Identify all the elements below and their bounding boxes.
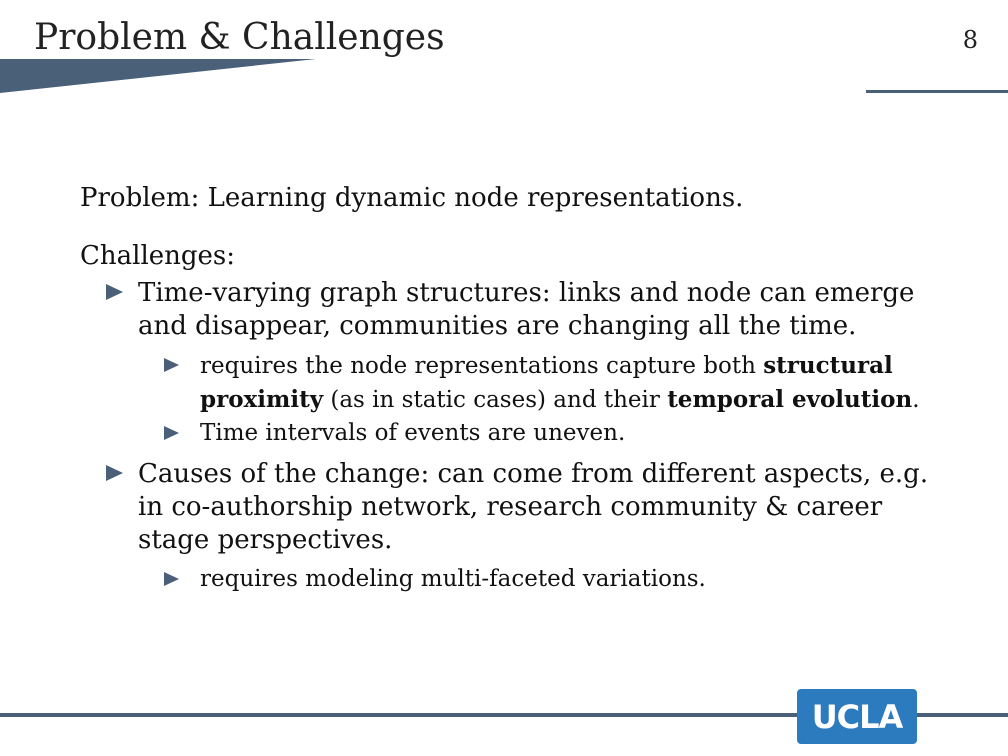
triangle-bullet-icon xyxy=(164,358,179,372)
triangle-bullet-icon xyxy=(164,426,179,440)
list-item-text: Causes of the change: can come from different aspects, e.g. in co-authorship network, research community & career stage perspectives. xyxy=(138,459,929,555)
sub-list xyxy=(138,563,960,596)
triangle-bullet-icon xyxy=(106,465,123,481)
sub-list-item xyxy=(138,417,960,450)
bold-term: structural proximity xyxy=(200,352,893,413)
problem-statement: Problem: Learning dynamic node representations. xyxy=(80,183,744,213)
triangle-bullet-icon xyxy=(106,284,123,300)
sub-item-text: . xyxy=(912,387,920,413)
sub-list-item xyxy=(138,349,960,417)
slide-body xyxy=(80,182,960,604)
triangle-bullet-icon xyxy=(164,572,179,586)
slide-title: Problem & Challenges xyxy=(34,17,445,58)
page-number: 8 xyxy=(962,26,978,54)
sub-item-text: Time intervals of events are uneven. xyxy=(200,420,626,446)
sub-list xyxy=(138,349,960,450)
sub-item-text: (as in static cases) and their xyxy=(323,387,668,413)
ucla-logo: UCLA xyxy=(797,689,917,744)
list-item-text: Time-varying graph structures: links and node can emerge and disappear, communities are changing all the time. xyxy=(138,278,915,341)
sub-item-text: requires the node representations capture both xyxy=(200,353,764,379)
challenges-list xyxy=(80,277,960,596)
sub-item-text: requires modeling multi-faceted variations. xyxy=(200,566,706,592)
list-item xyxy=(80,277,960,450)
list-item xyxy=(80,458,960,596)
challenges-heading: Challenges: xyxy=(80,241,236,271)
sub-list-item xyxy=(138,563,960,596)
header-accent-band xyxy=(0,56,320,96)
header-rule xyxy=(866,90,1008,93)
bold-term: temporal evolution xyxy=(667,386,913,413)
